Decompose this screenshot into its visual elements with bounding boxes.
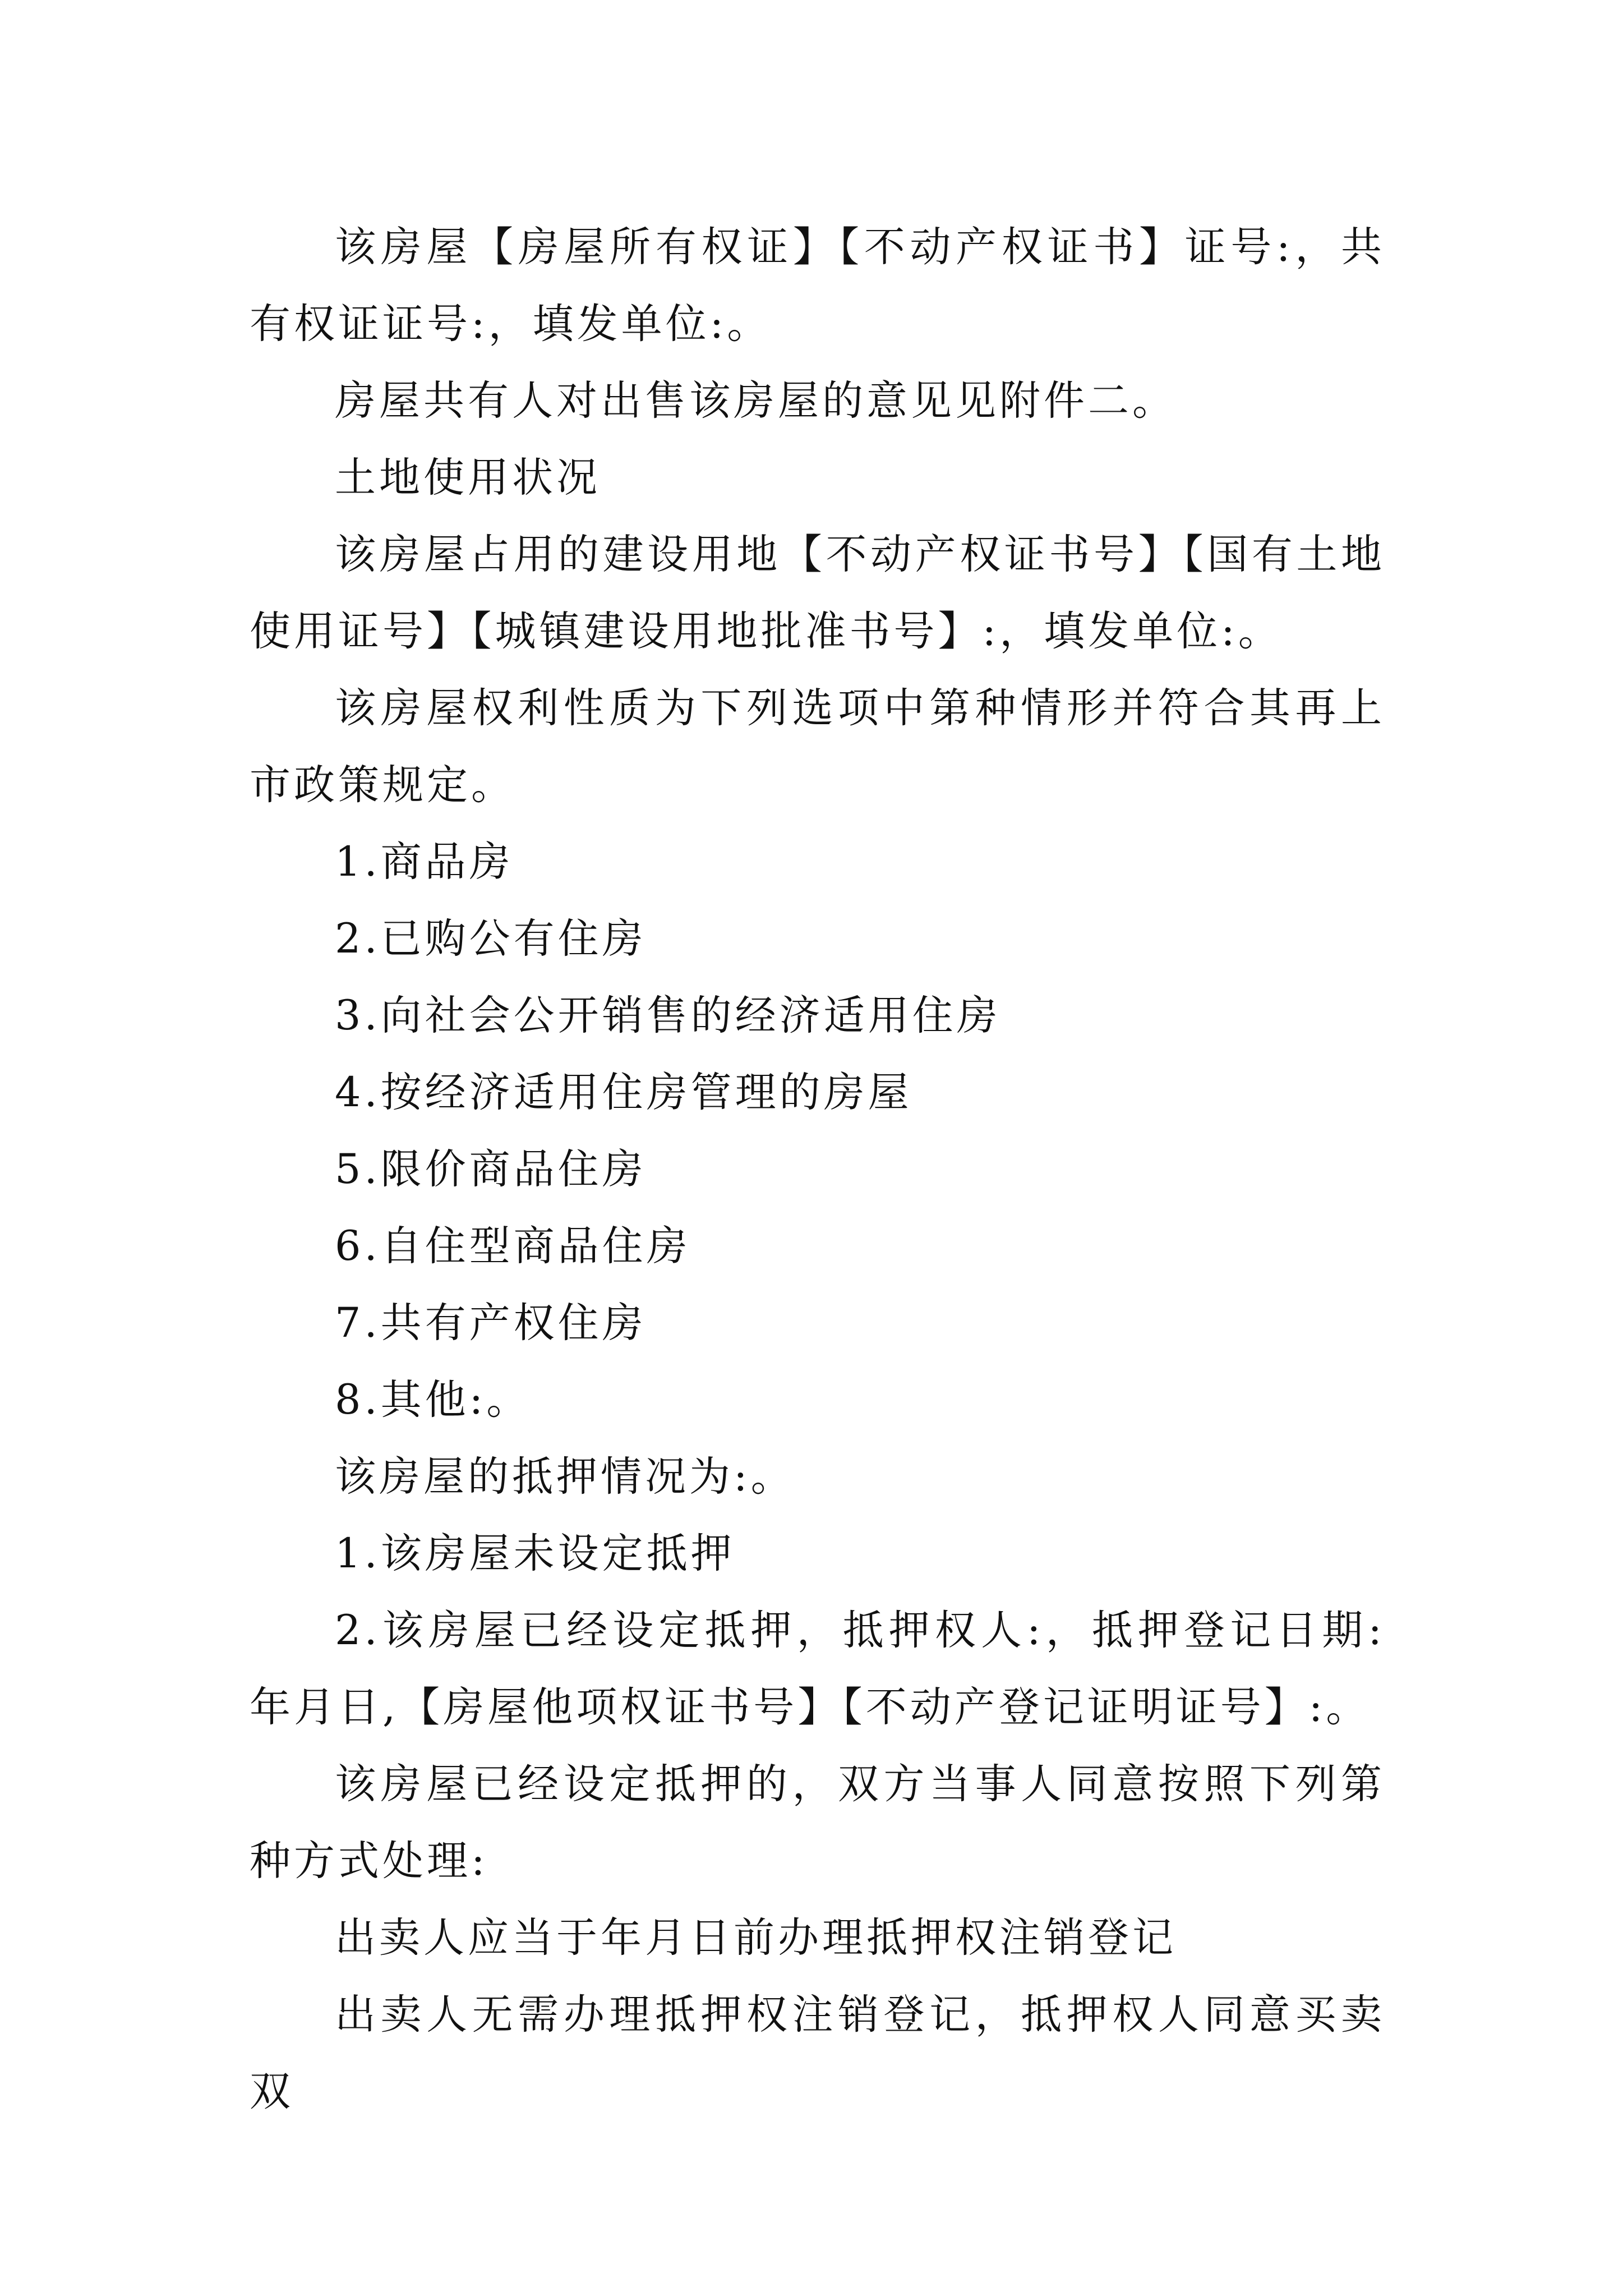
paragraph-mortgage-status: 该房屋的抵押情况为:。 (335, 1453, 795, 1501)
list-item-option-5: 5.限价商品住房 (335, 1145, 647, 1193)
paragraph-property-rights-nature: 该房屋权利性质为下列选项中第种情形并符合其再上市政策规定。 (250, 684, 1385, 809)
list-item-option-2: 2.已购公有住房 (335, 915, 647, 963)
paragraph-certificate-number: 该房屋【房屋所有权证】【不动产权证书】证号:，共有权证证号:，填发单位:。 (250, 223, 1385, 348)
paragraph-mortgage-handling: 该房屋已经设定抵押的，双方当事人同意按照下列第种方式处理: (250, 1760, 1385, 1885)
list-item-option-6: 6.自住型商品住房 (335, 1222, 691, 1270)
paragraph-land-use-heading: 土地使用状况 (335, 454, 601, 501)
list-item-option-8: 8.其他:。 (335, 1376, 531, 1424)
paragraph-land-certificate: 该房屋占用的建设用地【不动产权证书号】【国有土地使用证号】【城镇建设用地批准书号】:，填发单位:。 (250, 531, 1385, 655)
paragraph-cancel-mortgage: 出卖人应当于年月日前办理抵押权注销登记 (335, 1914, 1177, 1962)
paragraph-co-owner-opinion: 房屋共有人对出售该房屋的意见见附件二。 (335, 377, 1177, 425)
list-item-option-1: 1.商品房 (335, 838, 514, 886)
paragraph-no-cancel-mortgage: 出卖人无需办理抵押权注销登记，抵押权人同意买卖双 (250, 1991, 1385, 2115)
list-item-mortgage-2: 2.该房屋已经设定抵押，抵押权人:，抵押登记日期:年月日,【房屋他项权证书号】【不动产登记证明证号】:。 (250, 1607, 1385, 1731)
list-item-option-7: 7.共有产权住房 (335, 1299, 647, 1347)
list-item-mortgage-1: 1.该房屋未设定抵押 (335, 1530, 735, 1577)
list-item-option-3: 3.向社会公开销售的经济适用住房 (335, 992, 1001, 1039)
list-item-option-4: 4.按经济适用住房管理的房屋 (335, 1069, 912, 1116)
document-body (250, 209, 1385, 2130)
